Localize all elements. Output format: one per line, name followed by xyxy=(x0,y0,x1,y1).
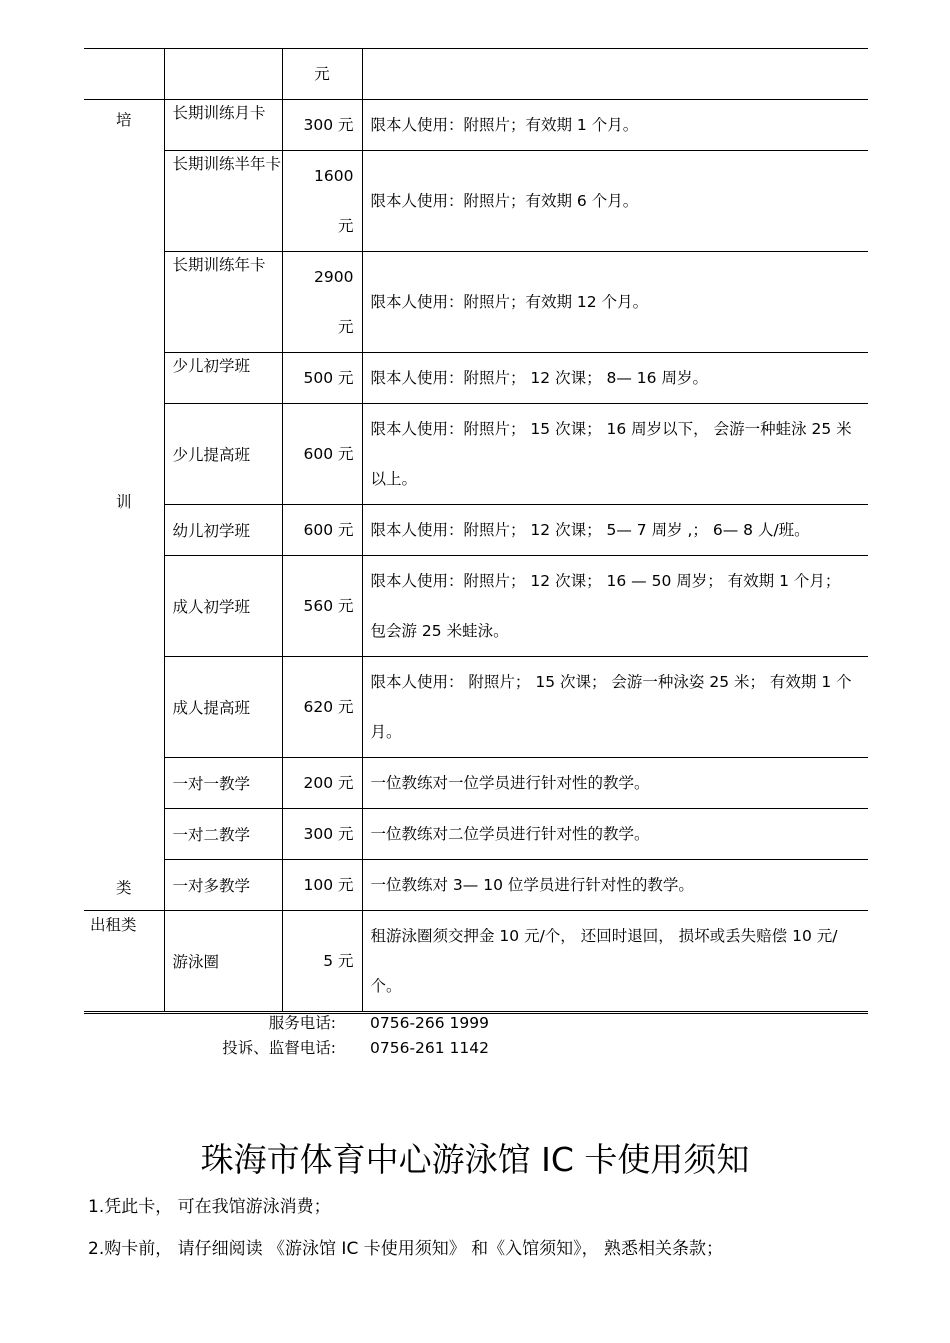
notice-item: 1.凭此卡， 可在我馆游泳消费； xyxy=(88,1197,331,1217)
item-price: 600 元 xyxy=(282,505,362,556)
item-price xyxy=(282,151,362,252)
item-desc: 限本人使用：附照片；有效期 1 个月。 xyxy=(362,100,868,151)
item-name: 长期训练半年卡 xyxy=(164,151,282,252)
notice-item: 2.购卡前， 请仔细阅读 《游泳馆 IC 卡使用须知》 和《入馆须知》， 熟悉相关条款； xyxy=(88,1239,724,1259)
item-desc: 限本人使用：附照片；有效期 6 个月。 xyxy=(362,151,868,252)
item-price: 560 元 xyxy=(282,556,362,657)
table-row xyxy=(84,505,868,556)
table-row xyxy=(84,353,868,404)
item-name: 游泳圈 xyxy=(164,911,282,1013)
item-desc: 限本人使用：附照片； 15 次课； 16 周岁以下， 会游一种蛙泳 25 米以上。 xyxy=(362,404,868,505)
price-unit: 元 xyxy=(337,318,354,336)
item-desc: 一位教练对一位学员进行针对性的教学。 xyxy=(362,758,868,809)
item-name: 长期训练月卡 xyxy=(164,100,282,151)
item-price: 100 元 xyxy=(282,860,362,911)
service-phone-row xyxy=(0,1011,950,1035)
item-desc: 限本人使用：附照片； 12 次课； 8— 16 周岁。 xyxy=(362,353,868,404)
item-desc xyxy=(362,49,868,100)
table-row xyxy=(84,809,868,860)
item-desc: 限本人使用：附照片；有效期 12 个月。 xyxy=(362,252,868,353)
item-price: 5 元 xyxy=(282,911,362,1013)
complaint-phone-row xyxy=(0,1036,950,1060)
price-amount: 2900 xyxy=(314,268,354,286)
table-row xyxy=(84,100,868,151)
item-price xyxy=(282,49,362,100)
item-desc: 租游泳圈须交押金 10 元/个， 还回时退回， 损坏或丢失赔偿 10 元/个。 xyxy=(362,911,868,1013)
item-name: 一对多教学 xyxy=(164,860,282,911)
item-name: 长期训练年卡 xyxy=(164,252,282,353)
table-row xyxy=(84,49,868,100)
item-name: 一对一教学 xyxy=(164,758,282,809)
category-rental xyxy=(84,911,164,1013)
table-row xyxy=(84,657,868,758)
price-table xyxy=(84,48,868,1014)
item-name: 少儿初学班 xyxy=(164,353,282,404)
item-desc: 限本人使用：附照片； 12 次课； 5— 7 周岁 ,； 6— 8 人/班。 xyxy=(362,505,868,556)
category-rental-label: 出租类 xyxy=(90,916,137,934)
notice-title: 珠海市体育中心游泳馆 IC 卡使用须知 xyxy=(200,1140,750,1179)
item-name: 少儿提高班 xyxy=(164,404,282,505)
service-phone-label: 服务电话: xyxy=(268,1014,336,1032)
table-row xyxy=(84,860,868,911)
item-name: 一对二教学 xyxy=(164,809,282,860)
price-unit: 元 xyxy=(337,217,354,235)
table-row xyxy=(84,151,868,252)
item-price: 500 元 xyxy=(282,353,362,404)
item-name xyxy=(164,49,282,100)
complaint-phone-label: 投诉、监督电话: xyxy=(222,1039,336,1057)
table-row xyxy=(84,252,868,353)
price-unit: 元 xyxy=(314,65,330,83)
item-price: 300 元 xyxy=(282,100,362,151)
category-char-2: 训 xyxy=(115,493,132,511)
item-price: 300 元 xyxy=(282,809,362,860)
complaint-phone-value: 0756-261 1142 xyxy=(370,1039,489,1057)
item-desc: 一位教练对二位学员进行针对性的教学。 xyxy=(362,809,868,860)
table-row xyxy=(84,758,868,809)
item-desc: 限本人使用： 附照片； 15 次课； 会游一种泳姿 25 米； 有效期 1 个月。 xyxy=(362,657,868,758)
service-phone-value: 0756-266 1999 xyxy=(370,1014,489,1032)
item-name: 成人初学班 xyxy=(164,556,282,657)
table-row xyxy=(84,404,868,505)
category-char-1: 培 xyxy=(115,111,132,129)
item-desc: 一位教练对 3— 10 位学员进行针对性的教学。 xyxy=(362,860,868,911)
item-desc: 限本人使用：附照片； 12 次课； 16 — 50 周岁； 有效期 1 个月； 包会游 25 米蛙泳。 xyxy=(362,556,868,657)
item-price: 600 元 xyxy=(282,404,362,505)
item-name: 成人提高班 xyxy=(164,657,282,758)
item-price: 620 元 xyxy=(282,657,362,758)
table-row xyxy=(84,556,868,657)
table-row xyxy=(84,911,868,1013)
category-char-3: 类 xyxy=(115,879,132,897)
item-price xyxy=(282,252,362,353)
item-price: 200 元 xyxy=(282,758,362,809)
price-amount: 1600 xyxy=(314,167,354,185)
category-training xyxy=(84,100,164,911)
item-name: 幼儿初学班 xyxy=(164,505,282,556)
category-cell-empty xyxy=(84,49,164,100)
